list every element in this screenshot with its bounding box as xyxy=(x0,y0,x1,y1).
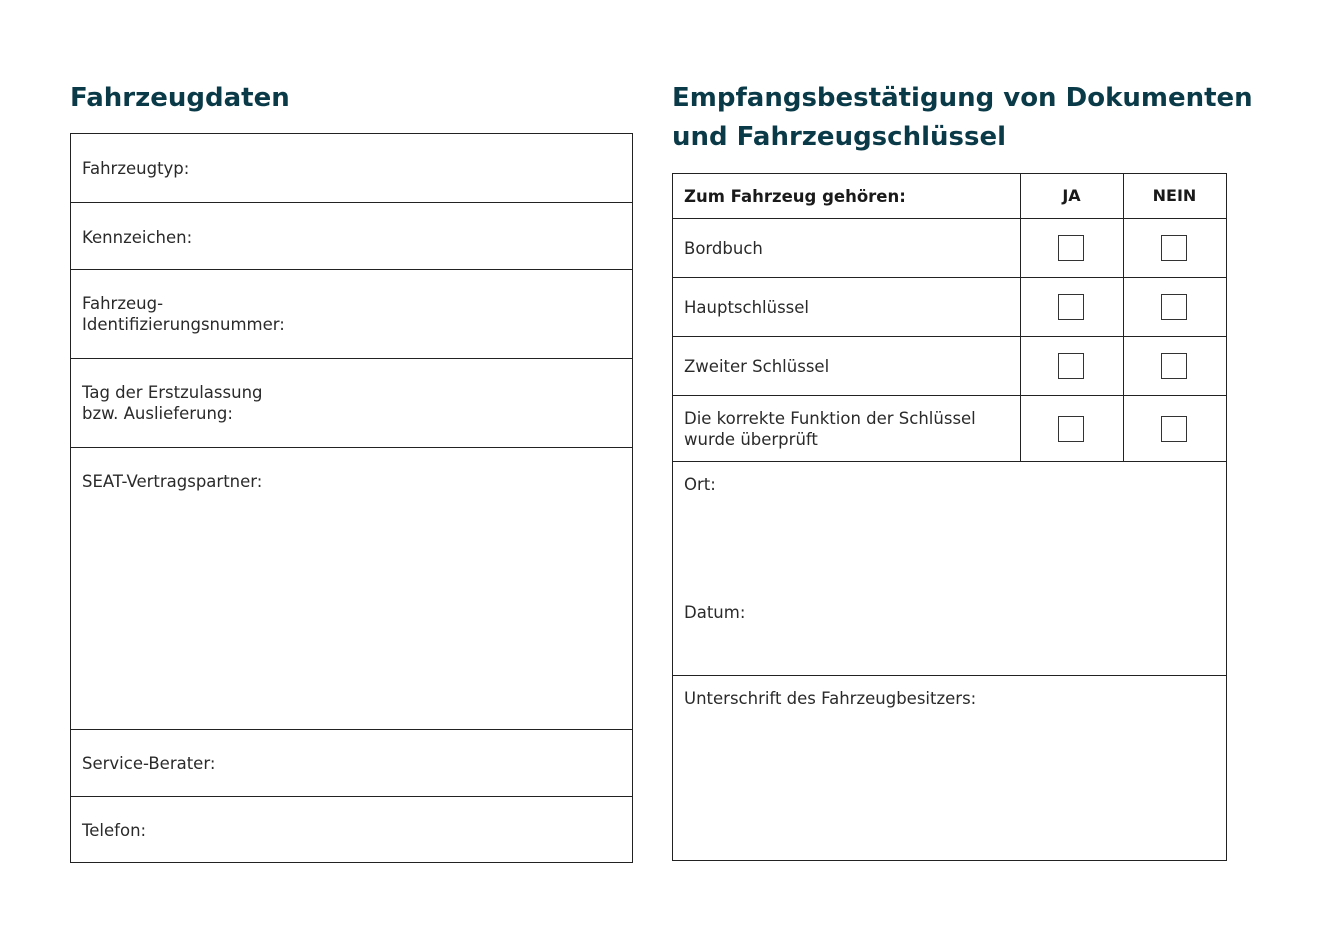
vehicle-type-label: Fahrzeugtyp: xyxy=(82,159,190,178)
receipt-table xyxy=(672,173,1227,861)
yes-column-header: JA xyxy=(1062,186,1081,205)
vehicle-type-field[interactable] xyxy=(71,134,632,202)
belongs-to-vehicle-header: Zum Fahrzeug gehören: xyxy=(684,187,906,206)
key-function-yes-checkbox[interactable] xyxy=(1058,416,1084,442)
date-label: Datum: xyxy=(684,603,746,622)
vehicle-data-table xyxy=(70,133,633,863)
table-row xyxy=(673,336,1226,395)
second-key-yes-checkbox[interactable] xyxy=(1058,353,1084,379)
license-plate-label: Kennzeichen: xyxy=(82,228,193,247)
signature-field[interactable] xyxy=(673,675,1226,860)
phone-label: Telefon: xyxy=(82,821,147,840)
second-key-no-checkbox[interactable] xyxy=(1161,353,1187,379)
place-label: Ort: xyxy=(684,475,716,494)
table-row xyxy=(673,395,1226,461)
vin-field[interactable] xyxy=(71,269,632,358)
first-registration-field[interactable] xyxy=(71,358,632,447)
owners-manual-yes-checkbox[interactable] xyxy=(1058,235,1084,261)
main-key-yes-checkbox[interactable] xyxy=(1058,294,1084,320)
item-label-main-key: Hauptschlüssel xyxy=(684,298,810,317)
dealer-field[interactable] xyxy=(71,447,632,729)
no-column-header: NEIN xyxy=(1152,186,1197,205)
license-plate-field[interactable] xyxy=(71,202,632,270)
dealer-label: SEAT-Vertragspartner: xyxy=(82,472,263,491)
service-advisor-field[interactable] xyxy=(71,729,632,797)
item-label-second-key: Zweiter Schlüssel xyxy=(684,357,830,376)
first-registration-label: Tag der Erstzulassung bzw. Auslieferung: xyxy=(82,383,263,423)
service-advisor-label: Service-Berater: xyxy=(82,754,216,773)
item-label-owners-manual: Bordbuch xyxy=(684,239,763,258)
item-label-key-function-checked: Die korrekte Funktion der Schlüssel wurde überprüft xyxy=(684,409,976,449)
receipt-heading: Empfangsbestätigung von Dokumenten und Fahrzeugschlüssel xyxy=(672,83,1253,152)
table-row xyxy=(673,218,1226,277)
table-header-row xyxy=(673,174,1226,218)
table-row xyxy=(673,277,1226,336)
vin-label: Fahrzeug- Identifizierungsnummer: xyxy=(82,294,285,334)
signature-label: Unterschrift des Fahrzeugbesitzers: xyxy=(684,689,977,708)
phone-field[interactable] xyxy=(71,796,632,862)
vehicle-data-heading: Fahrzeugdaten xyxy=(70,83,290,113)
place-date-field[interactable] xyxy=(673,461,1226,675)
owners-manual-no-checkbox[interactable] xyxy=(1161,235,1187,261)
main-key-no-checkbox[interactable] xyxy=(1161,294,1187,320)
key-function-no-checkbox[interactable] xyxy=(1161,416,1187,442)
